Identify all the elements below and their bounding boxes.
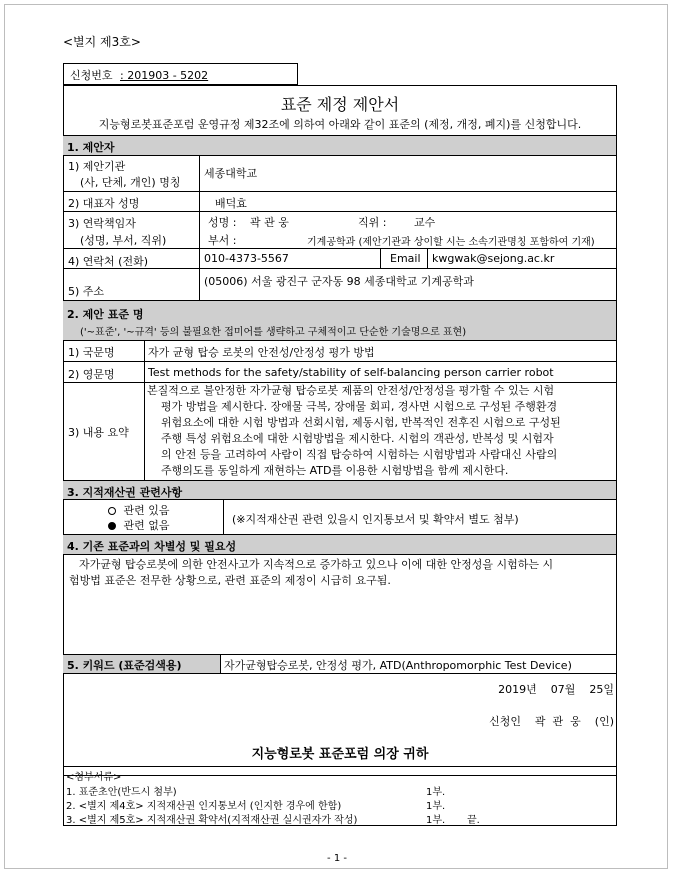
ip-option-yes-label: 관련 있음 [123, 504, 170, 517]
address-label: 5) 주소 [68, 285, 105, 298]
kor-label: 1) 국문명 [68, 346, 115, 359]
summary-line: 주행의도를 동일하게 재현하는 ATD를 이용한 시험방법을 함께 제시한다. [161, 464, 509, 477]
kor-value: 자가 균형 탑승 로봇의 안전성/안정성 평가 방법 [148, 346, 375, 359]
section-4-header: 4. 기존 표준과의 차별성 및 필요성 [67, 540, 237, 553]
phone-value: 010-4373-5567 [204, 252, 289, 265]
section-1-header: 1. 제안자 [67, 141, 115, 154]
eng-label: 2) 영문명 [68, 368, 115, 381]
eng-value: Test methods for the safety/stability of self-balancing person carrier robot [148, 366, 554, 379]
keyword-value: 자가균형탑승로봇, 안정성 평가, ATD(Anthropomorphic Test Device) [224, 659, 572, 672]
intro-text: 지능형로봇표준포럼 운영규정 제32조에 의하여 아래와 같이 표준의 (제정, 개정, 폐지)를 신청합니다. [98, 118, 582, 131]
position-label: 직위 : [358, 216, 387, 229]
attachment-count: 1부. [426, 787, 446, 798]
application-number-label: 신청번호 [70, 69, 113, 82]
ip-option-yes[interactable] [108, 502, 170, 518]
attachment-count: 1부. [426, 801, 446, 812]
org-label-1: 1) 제안기관 [68, 160, 126, 173]
ip-option-no[interactable] [108, 517, 170, 533]
attachments-header: <첨부서류> [66, 772, 122, 783]
summary-label: 3) 내용 요약 [68, 426, 129, 439]
ip-note: (※지적재산권 관련 있을시 인지통보서 및 확약서 별도 첨부) [232, 513, 519, 526]
section-4-line: 자가균형 탑승로봇에 의한 안전사고가 지속적으로 증가하고 있으나 이에 대한 안정성을 시험하는 시 [79, 558, 554, 571]
name-value: 곽 관 웅 [250, 216, 289, 229]
addressee: 지능형로봇 표준포럼 의장 귀하 [251, 747, 429, 762]
radio-empty-icon[interactable] [108, 507, 116, 515]
address-value: (05006) 서울 광진구 군자동 98 세종대학교 기계공학과 [204, 275, 474, 288]
application-number [70, 67, 208, 83]
summary-line: 평가 방법을 제시한다. 장애물 극복, 장애물 회피, 경사면 시험으로 구성된 주행환경 [161, 400, 558, 413]
section-4-text [69, 557, 553, 589]
section-1-header-bg [63, 135, 616, 155]
applicant: 신청인 곽 관 웅 (인) [489, 715, 614, 728]
attachment-item: 2. <별지 제4호> 지적재산권 인지통보서 (인지한 경우에 한함) [66, 801, 342, 812]
section-2-header: 2. 제안 표준 명 [67, 308, 144, 321]
radio-filled-icon[interactable] [108, 522, 116, 530]
position-value: 교수 [414, 216, 436, 229]
email-label: Email [390, 252, 421, 265]
dept-label: 부서 : [208, 234, 237, 247]
page-title: 표준 제정 제안서 [280, 95, 400, 114]
attachment-count: 1부. [426, 815, 446, 826]
summary-line: 주행 특성 위험요소에 대한 시험방법을 제시한다. 시험의 객관성, 반복성 및 시험자 [161, 432, 554, 445]
attachment-item: 1. 표준초안(반드시 첨부) [66, 787, 177, 798]
section-5-header: 5. 키워드 (표준검색용) [67, 659, 182, 672]
phone-label: 4) 연락처 (전화) [68, 255, 148, 268]
section-3-header: 3. 지적재산권 관련사항 [67, 486, 183, 499]
rep-value: 배덕효 [215, 197, 247, 210]
org-label-2: (사, 단체, 개인) 명칭 [80, 176, 181, 189]
date: 2019년 07월 25일 [498, 683, 614, 696]
name-label: 성명 : [208, 216, 237, 229]
summary-line: 의 안전 등을 고려하여 사람이 직접 탑승하여 시험하는 시험방법과 사람대신 사람의 [161, 448, 558, 461]
contact-label-2: (성명, 부서, 직위) [80, 234, 167, 247]
ip-option-no-label: 관련 없음 [123, 519, 170, 532]
section-4-line: 험방법 표준은 전무한 상황으로, 관련 표준의 제정이 시급히 요구됨. [69, 574, 391, 587]
contact-label-1: 3) 연락책임자 [68, 217, 136, 230]
org-value: 세종대학교 [204, 167, 258, 180]
summary-text [147, 383, 561, 479]
form-tag: <별지 제3호> [63, 35, 141, 49]
attachment-item: 3. <별지 제5호> 지적재산권 확약서(지적재산권 실시권자가 작성) [66, 815, 358, 826]
section-2-note: ('~표준', '~규격' 등의 불필요한 접미어를 생략하고 구체적이고 단순한 기술명으로 표현) [80, 327, 467, 338]
summary-line: 본질적으로 불안정한 자가균형 탑승로봇 제품의 안전성/안정성을 평가할 수 있는 시험 [147, 384, 555, 397]
summary-line: 위험요소에 대한 시험 방법과 선회시험, 제동시험, 반복적인 전후진 시험으로 구성된 [161, 416, 561, 429]
application-number-value: : 201903 - 5202 [120, 69, 209, 82]
email-value: kwgwak@sejong.ac.kr [432, 252, 555, 265]
dept-value: 기계공학과 (제안기관과 상이할 시는 소속기관명칭 포함하여 기재) [307, 237, 595, 248]
rep-label: 2) 대표자 성명 [68, 197, 140, 210]
page-number: - 1 - [327, 853, 347, 864]
attachments-end-mark: 끝. [467, 815, 480, 826]
